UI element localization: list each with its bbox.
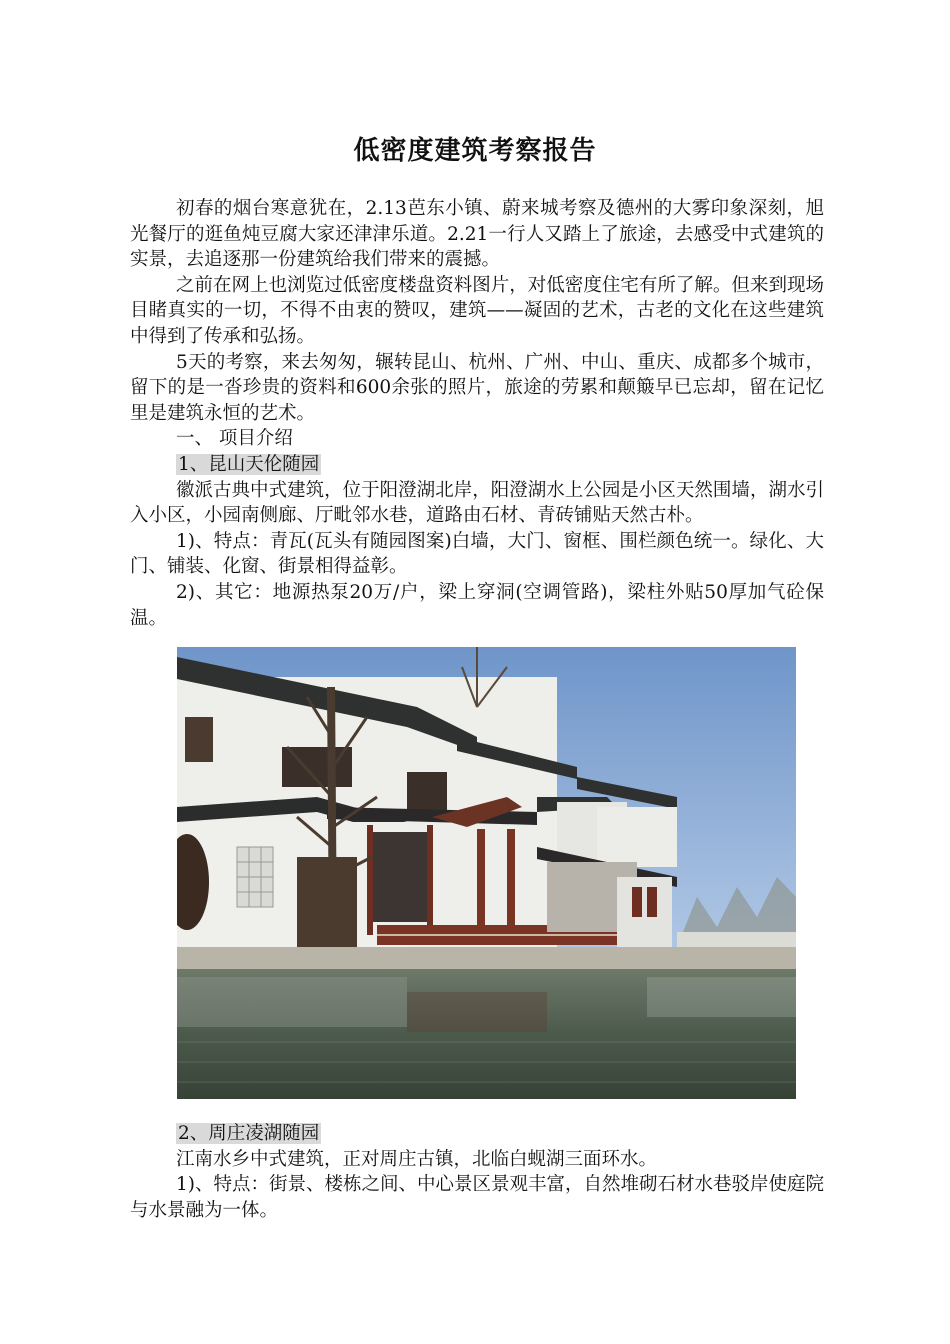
item2-heading: 2、周庄凌湖随园 [178, 1123, 320, 1144]
item1-heading-wrap [130, 452, 824, 478]
item2-section [130, 1121, 824, 1223]
item2-features: 1)、特点：街景、楼栋之间、中心景区景观丰富，自然堆砌石材水巷驳岸使庭院与水景融为一体。 [130, 1174, 824, 1221]
item2-heading-wrap [130, 1121, 824, 1147]
document-title: 低密度建筑考察报告 [353, 136, 597, 166]
intro-section [130, 196, 824, 631]
photo-kunshan-suiyuan [177, 647, 796, 1099]
intro-paragraph-3: 5天的考察，来去匆匆，辗转昆山、杭州、广州、中山、重庆、成都多个城市，留下的是一沓珍贵的资料和600余张的照片，旅途的劳累和颠簸早已忘却，留在记忆里是建筑永恒的艺术。 [130, 351, 824, 424]
intro-paragraph-2: 之前在网上也浏览过低密度楼盘资料图片，对低密度住宅有所了解。但来到现场目睹真实的一切，不得不由衷的赞叹，建筑——凝固的艺术，古老的文化在这些建筑中得到了传承和弘扬。 [130, 274, 824, 347]
item1-other: 2)、其它：地源热泵20万/户，梁上穿洞(空调管路)，梁柱外贴50厚加气砼保温。 [130, 581, 824, 629]
item1-heading: 1、昆山天伦随园 [178, 453, 320, 475]
item1-features: 1)、特点：青瓦(瓦头有随园图案)白墙，大门、窗框、围栏颜色统一。绿化、大门、铺装、化窗、街景相得益彰。 [130, 530, 824, 578]
section-heading-project-intro: 一、 项目介绍 [176, 428, 293, 450]
item2-description: 江南水乡中式建筑，正对周庄古镇，北临白蚬湖三面环水。 [176, 1148, 658, 1170]
intro-paragraph-1: 初春的烟台寒意犹在，2.13芭东小镇、蔚来城考察及德州的大雾印象深刻，旭光餐厅的逛鱼炖豆腐大家还津津乐道。2.21一行人又踏上了旅途，去感受中式建筑的实景，去追逐那一份建筑给我们带来的震撼。 [130, 198, 824, 271]
item1-description: 徽派古典中式建筑，位于阳澄湖北岸，阳澄湖水上公园是小区天然围墙，湖水引入小区，小园南侧廊、厅毗邻水巷，道路由石材、青砖铺贴天然古朴。 [130, 479, 824, 527]
